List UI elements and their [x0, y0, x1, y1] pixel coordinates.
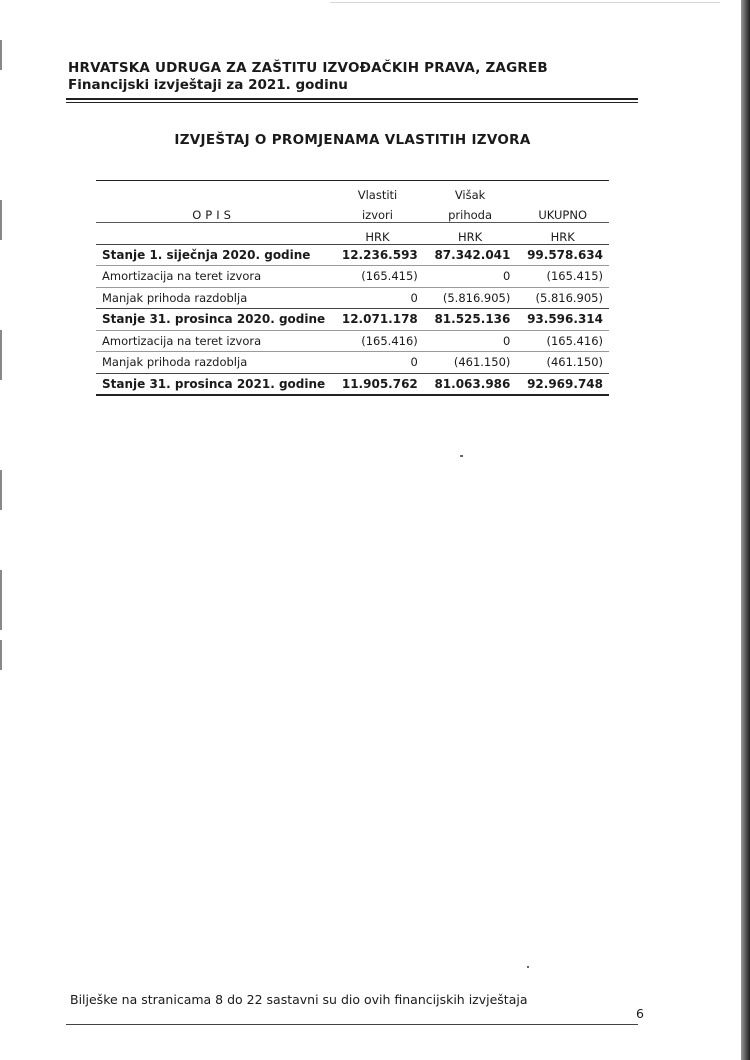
- unit-row: [96, 223, 609, 245]
- scan-speck: [527, 966, 529, 968]
- cell-vlastiti-izvori: 0: [331, 352, 424, 374]
- cell-visak-prihoda: 0: [424, 266, 517, 288]
- unit-label: HRK: [331, 223, 424, 245]
- table-row: [96, 309, 609, 331]
- column-header-opis: OPIS: [96, 181, 331, 223]
- scan-left-edge-marks: [0, 0, 4, 1060]
- cell-vlastiti-izvori: (165.416): [331, 330, 424, 352]
- cell-visak-prihoda: 81.063.986: [424, 373, 517, 395]
- table-row: [96, 287, 609, 309]
- report-title: IZVJEŠTAJ O PROMJENAMA VLASTITIH IZVORA: [174, 132, 531, 148]
- scan-top-line: [330, 2, 720, 3]
- row-label: Amortizacija na teret izvora: [96, 330, 331, 352]
- row-label: Manjak prihoda razdoblja: [96, 287, 331, 309]
- cell-vlastiti-izvori: 12.236.593: [331, 244, 424, 266]
- equity-changes-table: [96, 180, 609, 396]
- cell-ukupno: (165.416): [516, 330, 609, 352]
- footer-rule: [66, 1024, 638, 1025]
- unit-label: HRK: [424, 223, 517, 245]
- header-rule-thick: [66, 98, 638, 100]
- row-label: Stanje 1. siječnja 2020. godine: [96, 244, 331, 266]
- table-row: [96, 330, 609, 352]
- organization-name: HRVATSKA UDRUGA ZA ZAŠTITU IZVOĐAČKIH PRAVA, ZAGREB: [68, 60, 548, 76]
- cell-visak-prihoda: (461.150): [424, 352, 517, 374]
- footer-note: Bilješke na stranicama 8 do 22 sastavni su dio ovih financijskih izvještaja: [70, 992, 528, 1007]
- row-label: Stanje 31. prosinca 2020. godine: [96, 309, 331, 331]
- cell-vlastiti-izvori: (165.415): [331, 266, 424, 288]
- document-subtitle: Financijski izvještaji za 2021. godinu: [68, 77, 348, 93]
- cell-vlastiti-izvori: 0: [331, 287, 424, 309]
- cell-vlastiti-izvori: 11.905.762: [331, 373, 424, 395]
- row-label: Stanje 31. prosinca 2021. godine: [96, 373, 331, 395]
- cell-ukupno: (5.816.905): [516, 287, 609, 309]
- cell-ukupno: 93.596.314: [516, 309, 609, 331]
- document-header: [68, 60, 548, 94]
- column-header-prihoda: prihoda: [448, 208, 493, 222]
- cell-vlastiti-izvori: 12.071.178: [331, 309, 424, 331]
- cell-visak-prihoda: 0: [424, 330, 517, 352]
- row-label: Manjak prihoda razdoblja: [96, 352, 331, 374]
- table-header-row: [96, 181, 609, 202]
- scan-right-edge: [741, 0, 750, 1060]
- cell-visak-prihoda: 87.342.041: [424, 244, 517, 266]
- table-row: [96, 352, 609, 374]
- column-header-ukupno: UKUPNO: [538, 208, 588, 222]
- column-header-izvori: izvori: [361, 208, 393, 222]
- cell-ukupno: 99.578.634: [516, 244, 609, 266]
- table-row: [96, 244, 609, 266]
- scan-speck: [460, 455, 463, 457]
- cell-ukupno: 92.969.748: [516, 373, 609, 395]
- cell-visak-prihoda: (5.816.905): [424, 287, 517, 309]
- table-row: [96, 266, 609, 288]
- row-label: Amortizacija na teret izvora: [96, 266, 331, 288]
- column-header-vlastiti: Vlastiti: [331, 181, 424, 202]
- cell-visak-prihoda: 81.525.136: [424, 309, 517, 331]
- page-number: 6: [636, 1006, 644, 1021]
- cell-ukupno: (165.415): [516, 266, 609, 288]
- unit-label: HRK: [516, 223, 609, 245]
- header-rule-thin: [66, 102, 638, 103]
- table-row: [96, 373, 609, 395]
- column-header-visak: Višak: [424, 181, 517, 202]
- cell-ukupno: (461.150): [516, 352, 609, 374]
